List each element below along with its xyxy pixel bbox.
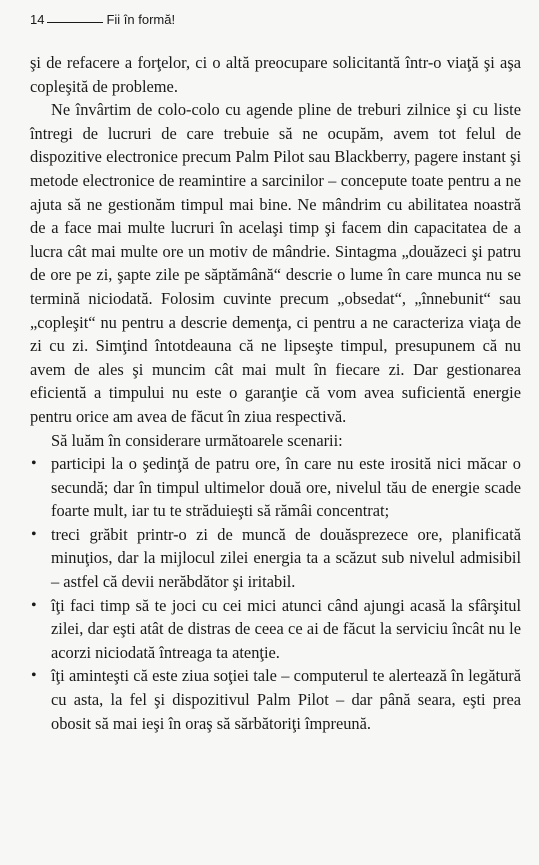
scenario-list (30, 452, 521, 735)
running-header (30, 12, 175, 28)
bullet-icon: • (31, 596, 37, 614)
bullet-icon: • (31, 667, 37, 685)
list-item-text: participi la o şedinţă de patru ore, în care nu este irosită nici măcar o secundă; dar în timpul ultimelor două ore, nivelul tău de energie scade foarte mult, iar tu te străduieşti să rămâi concentrat; (51, 454, 521, 521)
list-item-text: îţi faci timp să te joci cu cei mici atunci când ajungi acasă la sfârşitul zilei, dar eşti atât de distras de ceea ce ai de făcut la serviciu încât nu le acorzi niciodată întreaga ta atenţie. (51, 595, 521, 662)
list-item-text: îţi aminteşti că este ziua soţiei tale – computerul te alertează în legătură cu asta, la fel şi dispozitivul Palm Pilot – dar până seara, eşti prea obosit să mai ieşi în oraş să sărbătoriţi împreună. (51, 666, 521, 733)
list-item (30, 594, 521, 665)
paragraph-continuation: şi de refacere a forţelor, ci o altă preocupare solicitantă într-o viaţă şi aşa copleşită de probleme. (30, 53, 521, 96)
list-item (30, 523, 521, 594)
body-text (30, 51, 521, 735)
book-title: Fii în formă! (106, 12, 176, 27)
list-item (30, 452, 521, 523)
bullet-icon: • (31, 455, 37, 473)
header-rule (47, 22, 103, 23)
bullet-icon: • (31, 525, 37, 543)
page-number: 14 (30, 12, 45, 27)
list-item (30, 664, 521, 735)
paragraph-scenarios-intro: Să luăm în considerare următoarele scenarii: (51, 430, 343, 450)
paragraph-time-management: Ne învârtim de colo-colo cu agende pline de treburi zilnice şi cu liste întregi de lucruri de care trebuie să ne ocupăm, avem tot felul de dispozitive electronice precum Palm Pilot sau Blackberry, pagere instant şi metode electronice de reamintire a sarcinilor – concepute toate pentru a ne ajuta să ne gestionăm timpul mai bine. Ne mândrim cu abilitatea noastră de a face mai multe lucruri în acelaşi timp şi facem din capacitatea de a lucra cât mai multe ore un motiv de mândrie. Sintagma „douăzeci şi patru de ore pe zi, şapte zile pe săptămână“ descrie o lume în care munca nu se termină niciodată. Folosim cuvinte precum „obsedat“, „înnebunit“ sau „copleşit“ nu pentru a descrie demenţa, ci pentru a ne caracteriza viaţa de zi cu zi. Simţind întotdeauna că ne lipseşte timpul, presupunem că nu avem de ales şi muncim cât mai mult în fiecare zi. Dar gestionarea eficientă a timpului nu este o garanţie că vom avea suficientă energie pentru orice am avea de făcut în ziua respectivă. (30, 100, 521, 426)
list-item-text: treci grăbit printr-o zi de muncă de douăsprezece ore, planificată minuţios, dar la mijlocul zilei energia ta a scăzut sub nivelul admisibil – astfel că devii nerăbdător şi iritabil. (51, 524, 521, 592)
